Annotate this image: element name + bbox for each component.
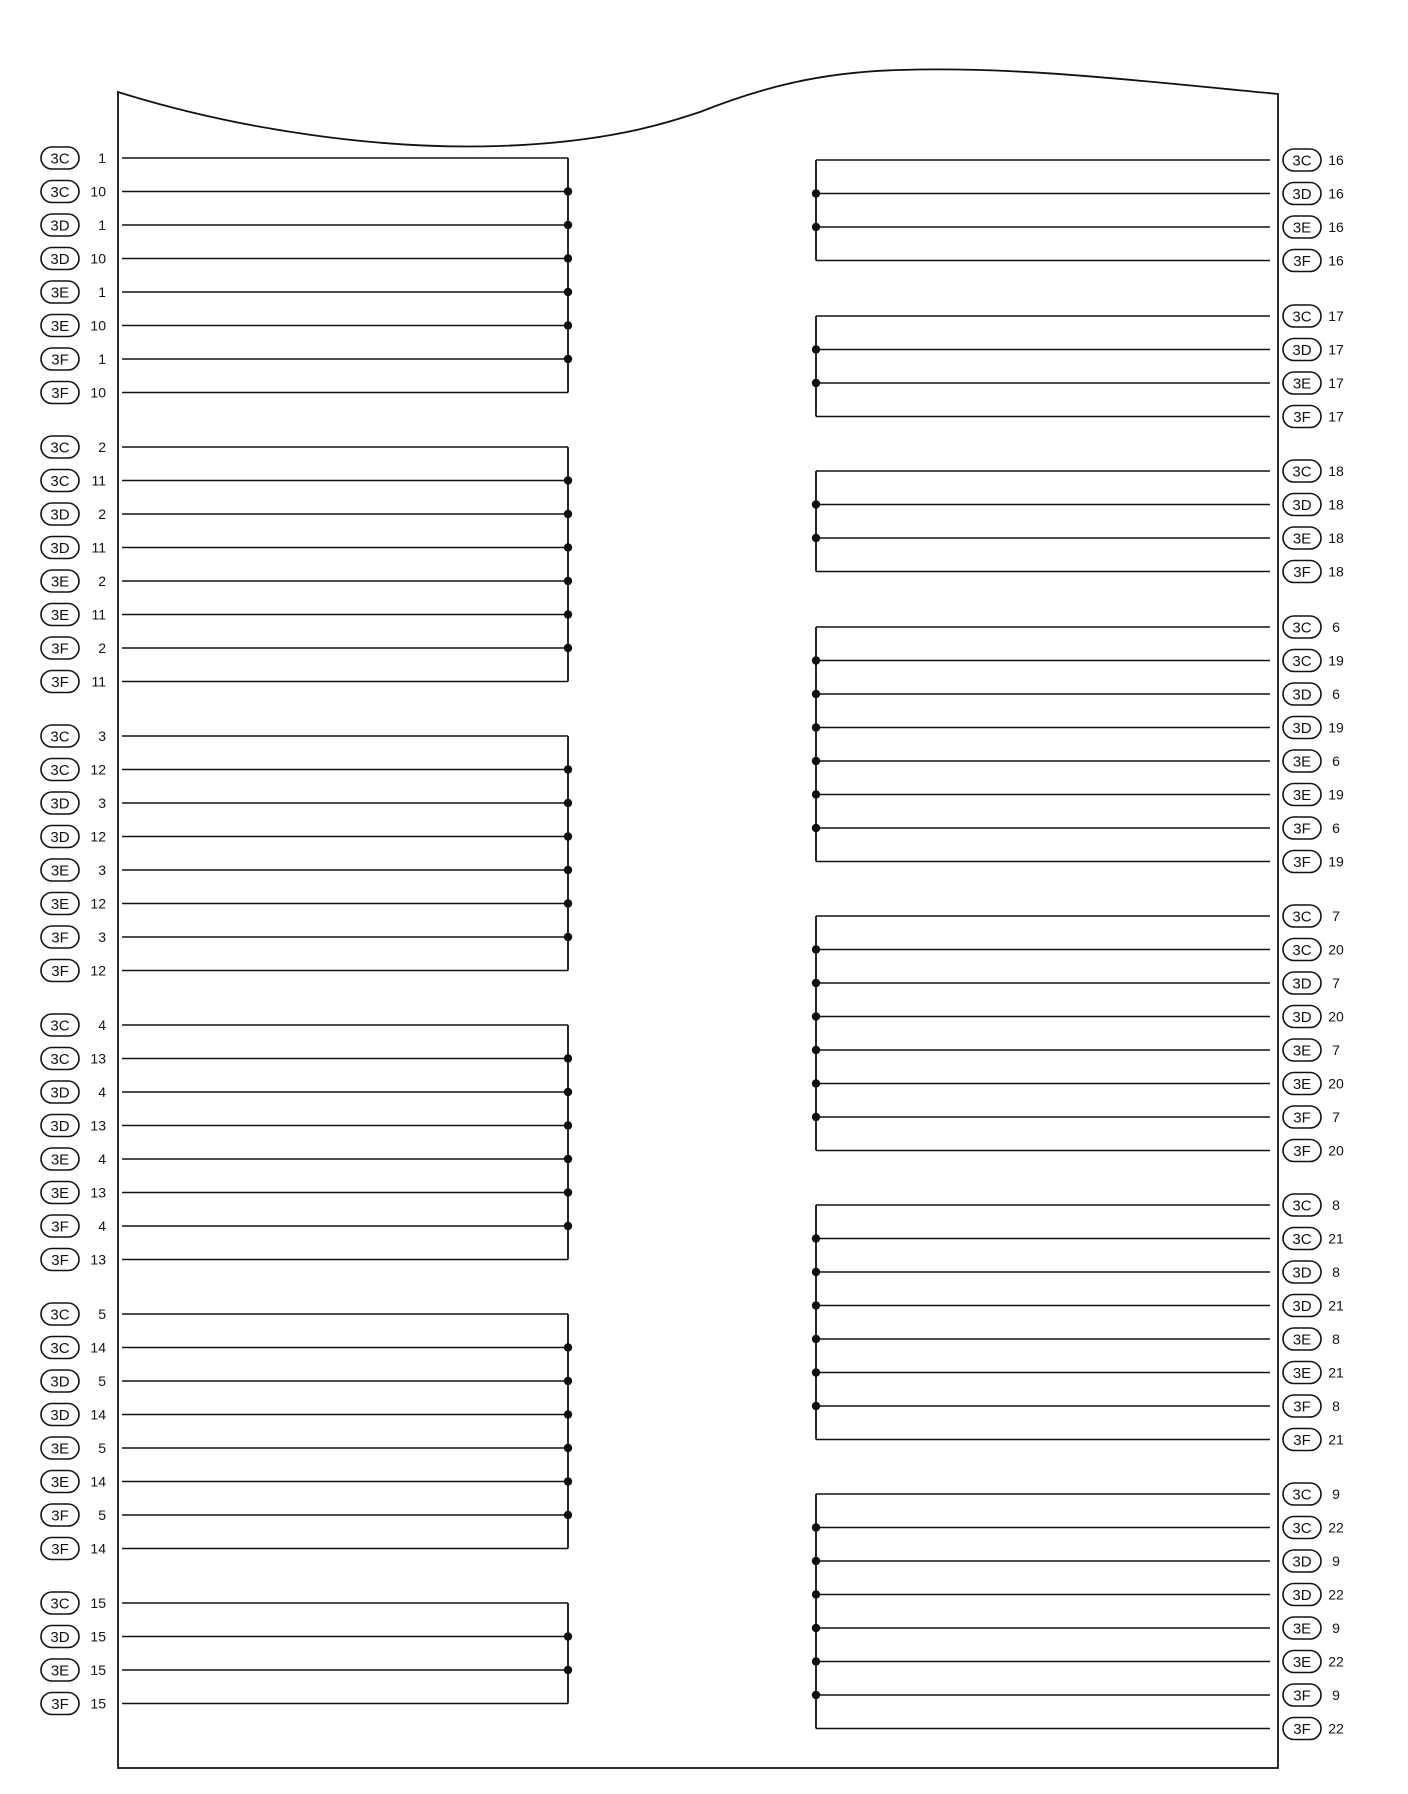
connector-pin-number: 18 <box>1328 563 1344 580</box>
connector-3f-17 <box>1283 406 1321 428</box>
left-group <box>41 725 572 982</box>
connector-tag-label: 3F <box>1293 1109 1311 1127</box>
connector-tag-label: 3E <box>50 573 70 591</box>
connector-tag-label: 3C <box>1292 1486 1312 1504</box>
connector-pin-number: 14 <box>90 1406 106 1423</box>
connector-tag-label: 3E <box>1292 375 1312 393</box>
connector-pin-number: 3 <box>98 795 106 811</box>
connector-pin-number: 10 <box>90 317 106 334</box>
connector-tag-label: 3C <box>1292 463 1312 481</box>
connector-tag-label: 3D <box>1292 186 1312 203</box>
connector-3d-22 <box>1283 1584 1321 1606</box>
connector-pin-number: 13 <box>90 1184 106 1201</box>
connector-pin-number: 6 <box>1332 820 1340 836</box>
connector-tag-label: 3E <box>50 1185 70 1202</box>
connector-3d-3 <box>41 792 79 814</box>
connector-pin-number: 1 <box>98 217 106 233</box>
connector-pin-number: 16 <box>1328 219 1344 235</box>
connector-tag-label: 3F <box>1293 1721 1311 1738</box>
connector-3d-9 <box>1283 1550 1321 1572</box>
connector-3d-2 <box>41 503 79 525</box>
connector-3f-13 <box>41 1249 79 1271</box>
connector-3d-19 <box>1283 717 1321 739</box>
connector-pin-number: 22 <box>1328 1519 1344 1536</box>
connector-pin-number: 2 <box>98 573 106 589</box>
board-outline <box>118 69 1278 1768</box>
right-group <box>812 616 1344 873</box>
connector-3f-22 <box>1283 1718 1321 1740</box>
connector-3d-15 <box>41 1626 79 1648</box>
connector-pin-number: 14 <box>90 1339 106 1356</box>
connector-pin-number: 1 <box>98 284 106 300</box>
connector-pin-number: 6 <box>1332 619 1340 635</box>
connector-3e-7 <box>1283 1039 1321 1061</box>
connector-3d-12 <box>41 826 79 848</box>
connector-3e-13 <box>41 1182 79 1204</box>
connector-3c-21 <box>1283 1228 1321 1250</box>
connector-pin-number: 13 <box>90 1117 106 1134</box>
connector-pin-number: 14 <box>90 1473 106 1490</box>
connector-tag-label: 3E <box>50 1474 70 1491</box>
connector-pin-number: 19 <box>1328 853 1344 870</box>
connector-tag-label: 3D <box>50 1407 70 1424</box>
connector-pin-number: 4 <box>98 1218 106 1234</box>
connector-tag-label: 3E <box>50 1662 70 1680</box>
connector-3d-10 <box>41 248 79 270</box>
connector-tag-label: 3F <box>1293 253 1311 270</box>
connector-3c-5 <box>41 1303 79 1325</box>
connector-pin-number: 6 <box>1332 686 1340 702</box>
connector-pin-number: 19 <box>1328 719 1344 736</box>
connector-tag-label: 3F <box>51 929 69 947</box>
connector-pin-number: 11 <box>91 472 106 489</box>
connector-tag-label: 3D <box>50 829 70 846</box>
connector-3f-3 <box>41 926 79 948</box>
connector-pin-number: 15 <box>90 1628 106 1645</box>
connector-tag-label: 3C <box>1292 308 1312 326</box>
connector-pin-number: 18 <box>1328 530 1344 546</box>
connector-pin-number: 7 <box>1332 1042 1340 1058</box>
right-group <box>812 1194 1344 1451</box>
connector-tag-label: 3C <box>1292 653 1312 670</box>
connector-3e-4 <box>41 1148 79 1170</box>
connector-3e-22 <box>1283 1651 1321 1673</box>
connector-3f-5 <box>41 1504 79 1526</box>
connector-pin-number: 14 <box>90 1540 106 1557</box>
connector-pin-number: 22 <box>1328 1586 1344 1603</box>
connector-3d-16 <box>1283 183 1321 205</box>
connector-tag-label: 3F <box>51 1218 69 1236</box>
connector-tag-label: 3E <box>50 607 70 624</box>
connector-tag-label: 3C <box>50 1017 70 1035</box>
connector-tag-label: 3E <box>50 284 70 302</box>
connector-3c-17 <box>1283 305 1321 327</box>
connector-pin-number: 21 <box>1328 1297 1344 1314</box>
connector-tag-label: 3C <box>1292 619 1312 637</box>
connector-tag-label: 3C <box>50 1306 70 1324</box>
connector-tag-label: 3D <box>50 795 70 813</box>
connector-tag-label: 3D <box>1292 720 1312 737</box>
connector-pin-number: 8 <box>1332 1264 1340 1280</box>
connector-pin-number: 13 <box>90 1050 106 1067</box>
connector-pin-number: 4 <box>98 1017 106 1033</box>
connector-tag-label: 3D <box>50 1118 70 1135</box>
connector-3f-2 <box>41 637 79 659</box>
connector-3d-13 <box>41 1115 79 1137</box>
left-group <box>41 436 572 693</box>
connector-pin-number: 11 <box>91 606 106 623</box>
connector-3e-10 <box>41 315 79 337</box>
connector-tag-label: 3D <box>1292 1587 1312 1604</box>
connector-tag-label: 3E <box>1292 530 1312 548</box>
connector-pin-number: 2 <box>98 640 106 656</box>
connector-pin-number: 16 <box>1328 252 1344 269</box>
connector-tag-label: 3D <box>1292 342 1312 359</box>
connector-tag-label: 3E <box>50 1151 70 1169</box>
connector-3e-11 <box>41 604 79 626</box>
connector-pin-number: 17 <box>1328 408 1344 425</box>
connector-3f-11 <box>41 671 79 693</box>
connector-tag-label: 3C <box>50 1051 70 1068</box>
connector-tag-label: 3C <box>50 184 70 201</box>
connector-3d-1 <box>41 214 79 236</box>
left-group <box>41 1014 572 1271</box>
connector-tag-label: 3E <box>1292 1331 1312 1349</box>
connector-tag-label: 3F <box>51 963 69 980</box>
connector-tag-label: 3D <box>1292 686 1312 704</box>
connector-pin-number: 20 <box>1328 941 1344 958</box>
right-group <box>812 305 1344 428</box>
connector-pin-number: 1 <box>98 150 106 166</box>
connector-pin-number: 16 <box>1328 185 1344 202</box>
connector-pin-number: 17 <box>1328 308 1344 324</box>
connector-tag-label: 3F <box>51 1541 69 1558</box>
connector-3e-5 <box>41 1437 79 1459</box>
connector-3c-13 <box>41 1048 79 1070</box>
connector-pin-number: 20 <box>1328 1142 1344 1159</box>
connector-3c-22 <box>1283 1517 1321 1539</box>
connector-tag-label: 3C <box>1292 152 1312 170</box>
connector-pin-number: 19 <box>1328 652 1344 669</box>
connector-tag-label: 3C <box>50 473 70 490</box>
connector-tag-label: 3F <box>1293 1143 1311 1160</box>
connector-pin-number: 8 <box>1332 1398 1340 1414</box>
connector-pin-number: 16 <box>1328 152 1344 168</box>
connector-tag-label: 3F <box>51 1252 69 1269</box>
left-group <box>41 147 572 404</box>
connector-3d-20 <box>1283 1006 1321 1028</box>
connector-pin-number: 21 <box>1328 1431 1344 1448</box>
connector-pin-number: 20 <box>1328 1075 1344 1092</box>
connector-3c-14 <box>41 1337 79 1359</box>
connector-tag-label: 3F <box>51 1507 69 1525</box>
connector-3e-15 <box>41 1659 79 1681</box>
connector-pin-number: 12 <box>90 761 106 778</box>
connector-tag-label: 3D <box>1292 975 1312 993</box>
connector-tag-label: 3E <box>1292 1365 1312 1382</box>
connector-3f-4 <box>41 1215 79 1237</box>
connector-3c-11 <box>41 470 79 492</box>
connector-tag-label: 3D <box>50 506 70 524</box>
connector-tag-label: 3E <box>50 318 70 335</box>
connector-tag-label: 3D <box>50 217 70 235</box>
connector-3c-12 <box>41 759 79 781</box>
connector-3c-16 <box>1283 149 1321 171</box>
connector-3f-9 <box>1283 1684 1321 1706</box>
connector-3f-14 <box>41 1538 79 1560</box>
connector-pin-number: 4 <box>98 1151 106 1167</box>
connector-pin-number: 4 <box>98 1084 106 1100</box>
connector-3d-11 <box>41 537 79 559</box>
connector-pin-number: 12 <box>90 962 106 979</box>
connector-tag-label: 3D <box>50 540 70 557</box>
connector-3e-1 <box>41 281 79 303</box>
connector-tag-label: 3C <box>50 762 70 779</box>
connector-3c-8 <box>1283 1194 1321 1216</box>
connector-pin-number: 9 <box>1332 1486 1340 1502</box>
connector-tag-label: 3C <box>1292 942 1312 959</box>
connector-3e-21 <box>1283 1362 1321 1384</box>
connector-3f-1 <box>41 348 79 370</box>
connector-3c-19 <box>1283 650 1321 672</box>
connector-3d-8 <box>1283 1261 1321 1283</box>
connector-tag-label: 3F <box>51 640 69 658</box>
connector-pin-number: 3 <box>98 929 106 945</box>
connector-3c-6 <box>1283 616 1321 638</box>
connector-3c-20 <box>1283 939 1321 961</box>
connector-tag-label: 3F <box>1293 820 1311 838</box>
connector-3f-15 <box>41 1693 79 1715</box>
connector-tag-label: 3E <box>1292 219 1312 237</box>
connector-3e-18 <box>1283 527 1321 549</box>
connector-pin-number: 17 <box>1328 375 1344 391</box>
connector-3e-16 <box>1283 216 1321 238</box>
connector-pin-number: 21 <box>1328 1230 1344 1247</box>
connector-tag-label: 3E <box>50 862 70 880</box>
connector-pin-number: 2 <box>98 439 106 455</box>
connector-tag-label: 3E <box>1292 753 1312 771</box>
connector-pin-number: 3 <box>98 728 106 744</box>
connector-3c-9 <box>1283 1483 1321 1505</box>
connector-pin-number: 12 <box>90 895 106 912</box>
connector-3f-6 <box>1283 817 1321 839</box>
connector-pin-number: 10 <box>90 183 106 200</box>
connector-pin-number: 8 <box>1332 1331 1340 1347</box>
connector-3e-9 <box>1283 1617 1321 1639</box>
connector-3e-6 <box>1283 750 1321 772</box>
connector-tag-label: 3E <box>1292 1076 1312 1093</box>
connector-3d-7 <box>1283 972 1321 994</box>
connector-pin-number: 21 <box>1328 1364 1344 1381</box>
connector-tag-label: 3C <box>1292 1197 1312 1215</box>
connector-tag-label: 3D <box>1292 1264 1312 1282</box>
connector-3d-4 <box>41 1081 79 1103</box>
connector-3c-10 <box>41 181 79 203</box>
connector-tag-label: 3F <box>51 1696 69 1713</box>
connector-pin-number: 13 <box>90 1251 106 1268</box>
connector-tag-label: 3C <box>50 728 70 746</box>
right-group <box>812 149 1344 272</box>
connector-3e-3 <box>41 859 79 881</box>
connector-pin-number: 22 <box>1328 1720 1344 1737</box>
connector-3c-3 <box>41 725 79 747</box>
connector-3c-4 <box>41 1014 79 1036</box>
connector-tag-label: 3D <box>1292 1009 1312 1026</box>
connector-3d-17 <box>1283 339 1321 361</box>
connector-tag-label: 3C <box>50 1595 70 1613</box>
connector-3f-10 <box>41 382 79 404</box>
connector-pin-number: 5 <box>98 1507 106 1523</box>
connector-3f-18 <box>1283 561 1321 583</box>
connector-tag-label: 3C <box>1292 1520 1312 1537</box>
connector-pin-number: 7 <box>1332 1109 1340 1125</box>
connector-3f-21 <box>1283 1429 1321 1451</box>
connector-tag-label: 3D <box>50 251 70 268</box>
connector-3d-5 <box>41 1370 79 1392</box>
connector-3d-21 <box>1283 1295 1321 1317</box>
right-connector-groups <box>812 149 1344 1740</box>
connector-tag-label: 3F <box>1293 564 1311 581</box>
connector-pin-number: 18 <box>1328 496 1344 513</box>
connector-pin-number: 18 <box>1328 463 1344 479</box>
connector-pin-number: 15 <box>90 1695 106 1712</box>
connector-3f-20 <box>1283 1140 1321 1162</box>
connector-tag-label: 3D <box>50 1373 70 1391</box>
connector-tag-label: 3E <box>1292 1654 1312 1671</box>
connector-3e-17 <box>1283 372 1321 394</box>
connector-3f-8 <box>1283 1395 1321 1417</box>
connector-pin-number: 3 <box>98 862 106 878</box>
connector-tag-label: 3C <box>50 1340 70 1357</box>
connector-pin-number: 11 <box>91 539 106 556</box>
connector-3f-7 <box>1283 1106 1321 1128</box>
connector-tag-label: 3F <box>51 385 69 402</box>
connector-tag-label: 3C <box>1292 908 1312 926</box>
connector-pin-number: 22 <box>1328 1653 1344 1670</box>
connector-tag-label: 3F <box>1293 1687 1311 1705</box>
connector-pin-number: 2 <box>98 506 106 522</box>
connector-pin-number: 8 <box>1332 1197 1340 1213</box>
connector-pin-number: 12 <box>90 828 106 845</box>
right-group <box>812 460 1344 583</box>
left-group <box>41 1592 572 1715</box>
connector-tag-label: 3C <box>50 150 70 168</box>
right-group <box>812 1483 1344 1740</box>
left-group <box>41 1303 572 1560</box>
connector-3e-19 <box>1283 784 1321 806</box>
connector-pin-number: 10 <box>90 384 106 401</box>
right-group <box>812 905 1344 1162</box>
connector-pin-number: 17 <box>1328 341 1344 358</box>
connector-tag-label: 3F <box>1293 1432 1311 1449</box>
connector-3c-15 <box>41 1592 79 1614</box>
connector-pin-number: 15 <box>90 1595 106 1611</box>
connector-3e-8 <box>1283 1328 1321 1350</box>
connector-pin-number: 20 <box>1328 1008 1344 1025</box>
connector-pin-number: 5 <box>98 1440 106 1456</box>
connector-tag-label: 3E <box>1292 1620 1312 1638</box>
connector-3d-6 <box>1283 683 1321 705</box>
connector-pin-number: 7 <box>1332 975 1340 991</box>
connector-tag-label: 3D <box>1292 497 1312 514</box>
connector-tag-label: 3E <box>50 896 70 913</box>
connector-3c-2 <box>41 436 79 458</box>
connector-tag-label: 3D <box>50 1084 70 1102</box>
connector-pin-number: 10 <box>90 250 106 267</box>
connector-tag-label: 3D <box>1292 1553 1312 1571</box>
connector-3e-20 <box>1283 1073 1321 1095</box>
connector-tag-label: 3F <box>1293 854 1311 871</box>
connector-3d-14 <box>41 1404 79 1426</box>
connector-tag-label: 3F <box>1293 409 1311 426</box>
connector-pin-number: 5 <box>98 1306 106 1322</box>
connector-pin-number: 9 <box>1332 1687 1340 1703</box>
connector-pin-number: 19 <box>1328 786 1344 803</box>
connector-tag-label: 3E <box>1292 1042 1312 1060</box>
connector-pin-number: 7 <box>1332 908 1340 924</box>
connector-tag-label: 3D <box>50 1629 70 1646</box>
connector-tag-label: 3F <box>51 674 69 691</box>
connector-pin-number: 11 <box>91 673 106 690</box>
connector-3c-7 <box>1283 905 1321 927</box>
connector-tag-label: 3F <box>1293 1398 1311 1416</box>
connector-3c-1 <box>41 147 79 169</box>
left-connector-groups <box>41 147 572 1715</box>
connector-pin-number: 5 <box>98 1373 106 1389</box>
connector-3e-14 <box>41 1471 79 1493</box>
connector-tag-label: 3E <box>50 1440 70 1458</box>
connector-3f-12 <box>41 960 79 982</box>
connector-pin-number: 9 <box>1332 1553 1340 1569</box>
connector-tag-label: 3D <box>1292 1298 1312 1315</box>
connector-pin-number: 15 <box>90 1662 106 1678</box>
connector-tag-label: 3C <box>1292 1231 1312 1248</box>
connector-3f-16 <box>1283 250 1321 272</box>
connector-pin-number: 6 <box>1332 753 1340 769</box>
connector-tag-label: 3F <box>51 351 69 369</box>
connector-pin-number: 1 <box>98 351 106 367</box>
connector-tag-label: 3E <box>1292 787 1312 804</box>
connector-3c-18 <box>1283 460 1321 482</box>
connector-3e-2 <box>41 570 79 592</box>
connector-3e-12 <box>41 893 79 915</box>
connector-tag-label: 3C <box>50 439 70 457</box>
connector-pin-number: 9 <box>1332 1620 1340 1636</box>
connector-3f-19 <box>1283 851 1321 873</box>
connector-3d-18 <box>1283 494 1321 516</box>
